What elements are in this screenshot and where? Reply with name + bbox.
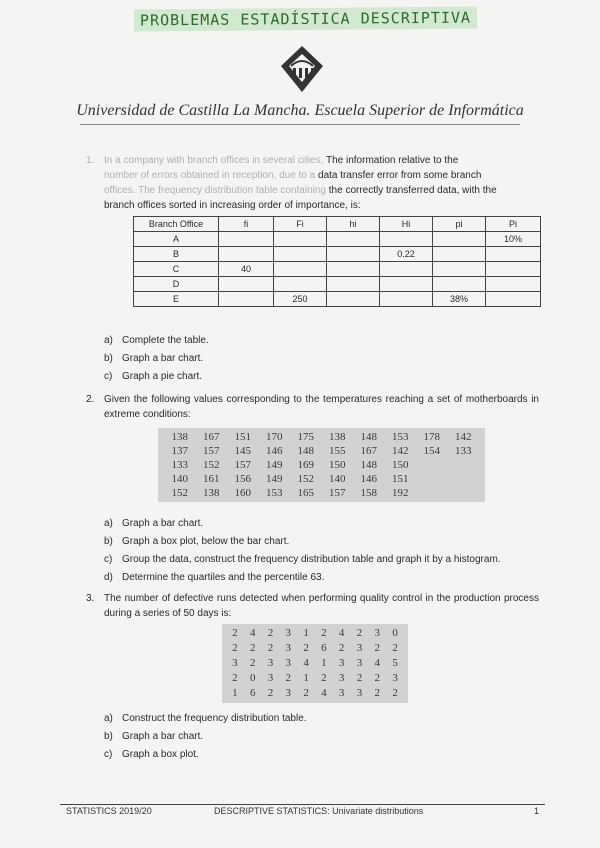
grid-row: [164, 458, 479, 472]
grid-cell: 3: [338, 657, 345, 669]
grid-cell: 138: [203, 487, 220, 499]
grid-cell: 3: [338, 672, 345, 684]
table-cell: [219, 277, 274, 292]
grid-cell: 3: [285, 687, 292, 699]
table-cell: [486, 247, 541, 262]
problem-1-line-3: offices. The frequency distribution table containing the correctly transferred data, with the: [104, 185, 497, 196]
problem-1-statement: [104, 153, 539, 213]
footer-topic: DESCRIPTIVE STATISTICS: Univariate distributions: [214, 806, 424, 816]
table-header-row: [134, 217, 541, 232]
table-cell: 10%: [486, 232, 541, 247]
grid-cell: 140: [171, 473, 188, 485]
grid-cell: 2: [392, 642, 398, 654]
grid-cell: 5: [392, 657, 398, 669]
grid-cell: 152: [171, 487, 188, 499]
grid-cell: 146: [360, 473, 377, 485]
problem-2-item-b: b) Graph a box plot, below the bar chart.: [104, 536, 290, 547]
table-cell: [380, 262, 433, 277]
grid-cell: 150: [329, 459, 346, 471]
grid-cell: 3: [392, 672, 398, 684]
grid-cell: 178: [423, 431, 440, 443]
grid-cell: 161: [203, 473, 220, 485]
table-row: [134, 247, 541, 262]
grid-cell: 3: [374, 627, 381, 639]
grid-cell: 142: [392, 445, 409, 457]
grid-cell: 3: [267, 672, 274, 684]
table-cell: [219, 232, 274, 247]
table-cell: C: [134, 262, 219, 277]
grid-cell: [448, 486, 480, 500]
grid-row: [226, 686, 404, 701]
grid-cell: 138: [329, 431, 346, 443]
table-cell: [486, 277, 541, 292]
problem-2-item-d: d) Determine the quartiles and the percentile 63.: [104, 572, 325, 583]
grid-cell: 192: [392, 487, 409, 499]
table-cell: B: [134, 247, 219, 262]
table-cell: [380, 277, 433, 292]
grid-cell: 6: [321, 642, 327, 654]
grid-cell: 148: [360, 431, 377, 443]
grid-cell: 151: [234, 431, 251, 443]
problem-1-item-c: c) Graph a pie chart.: [104, 371, 203, 382]
table-cell: [433, 247, 486, 262]
problem-3-item-a: a) Construct the frequency distribution table.: [104, 713, 307, 724]
table-cell: [380, 232, 433, 247]
grid-cell: 4: [338, 627, 345, 639]
grid-cell: 140: [329, 473, 346, 485]
frequency-table: [133, 216, 541, 307]
grid-cell: 142: [455, 431, 472, 443]
table-cell: A: [134, 232, 219, 247]
grid-cell: 2: [321, 672, 327, 684]
grid-cell: 3: [285, 642, 292, 654]
grid-cell: 170: [266, 431, 283, 443]
grid-cell: 3: [356, 642, 363, 654]
problem-1-line-1: In a company with branch offices in several cities, The information relative to the: [104, 155, 459, 166]
grid-cell: 133: [455, 445, 472, 457]
grid-cell: 0: [392, 627, 398, 639]
grid-cell: 2: [303, 642, 309, 654]
grid-cell: 154: [423, 445, 440, 457]
table-cell: 0.22: [380, 247, 433, 262]
grid-cell: [416, 486, 448, 500]
table-cell: [219, 247, 274, 262]
table-header-cell: hi: [327, 217, 380, 232]
grid-cell: 167: [203, 431, 220, 443]
grid-cell: 165: [297, 487, 314, 499]
grid-cell: [448, 472, 480, 486]
grid-cell: 6: [249, 687, 256, 699]
grid-cell: 1: [303, 672, 309, 684]
grid-row: [226, 641, 404, 656]
table-header-cell: fi: [219, 217, 274, 232]
grid-cell: 2: [267, 642, 274, 654]
table-cell: 250: [274, 292, 327, 307]
table-cell: [486, 292, 541, 307]
grid-row: [164, 444, 479, 458]
grid-cell: 2: [249, 642, 256, 654]
grid-cell: 0: [249, 672, 256, 684]
grid-cell: 153: [392, 431, 409, 443]
table-cell: [327, 277, 380, 292]
grid-cell: 157: [329, 487, 346, 499]
grid-cell: 153: [266, 487, 283, 499]
grid-cell: 4: [374, 657, 381, 669]
table-cell: [327, 247, 380, 262]
grid-cell: 175: [297, 431, 314, 443]
grid-cell: 2: [267, 687, 274, 699]
table-cell: [274, 247, 327, 262]
grid-cell: 2: [303, 687, 309, 699]
grid-cell: 4: [321, 687, 327, 699]
table-header-cell: Branch Office: [134, 217, 219, 232]
problem-2-item-c: c) Group the data, construct the frequency distribution table and graph it by a histogram.: [104, 554, 501, 565]
grid-cell: 137: [171, 445, 188, 457]
table-header-cell: Fi: [274, 217, 327, 232]
handwritten-title: PROBLEMAS ESTADÍSTICA DESCRIPTIVA: [134, 7, 477, 32]
grid-cell: 2: [356, 672, 363, 684]
problem-1-item-a: a) Complete the table.: [104, 335, 209, 346]
table-cell: [433, 277, 486, 292]
problem-1-line-4: branch offices sorted in increasing order of importance, is:: [104, 200, 361, 211]
table-header-cell: Pi: [486, 217, 541, 232]
grid-row: [164, 430, 479, 444]
grid-cell: 2: [356, 627, 363, 639]
problem-1-number: 1.: [86, 155, 95, 166]
problem-2-item-a: a) Graph a bar chart.: [104, 518, 204, 529]
table-cell: 38%: [433, 292, 486, 307]
grid-cell: 149: [266, 459, 283, 471]
temperature-data-grid: [158, 428, 485, 502]
table-cell: [327, 232, 380, 247]
grid-cell: 133: [171, 459, 188, 471]
grid-cell: 149: [266, 473, 283, 485]
table-row: [134, 232, 541, 247]
grid-cell: [416, 458, 448, 472]
table-cell: E: [134, 292, 219, 307]
grid-cell: 152: [297, 473, 314, 485]
problem-3-item-c: c) Graph a box plot.: [104, 749, 199, 760]
grid-row: [226, 656, 404, 671]
grid-cell: 169: [297, 459, 314, 471]
grid-row: [226, 671, 404, 686]
defects-data-grid: [222, 624, 408, 703]
table-cell: [274, 232, 327, 247]
table-row: [134, 292, 541, 307]
table-row: [134, 262, 541, 277]
header-divider: [80, 124, 520, 125]
grid-cell: 3: [356, 687, 363, 699]
problem-2-statement: Given the following values corresponding to the temperatures reaching a set of motherboards in extreme conditions:: [104, 394, 539, 420]
grid-cell: 2: [285, 672, 292, 684]
table-cell: [274, 262, 327, 277]
table-row: [134, 277, 541, 292]
table-cell: [433, 232, 486, 247]
grid-cell: 2: [321, 627, 327, 639]
problem-1-item-b: b) Graph a bar chart.: [104, 353, 204, 364]
table-cell: [327, 262, 380, 277]
grid-cell: 150: [392, 459, 409, 471]
grid-cell: 138: [171, 431, 188, 443]
grid-cell: 1: [232, 687, 238, 699]
problem-2-number: 2.: [86, 394, 95, 405]
grid-cell: 2: [374, 687, 381, 699]
grid-cell: 2: [232, 642, 238, 654]
grid-cell: 3: [285, 627, 292, 639]
problem-3-number: 3.: [86, 593, 95, 604]
grid-cell: 2: [338, 642, 345, 654]
university-logo-icon: [279, 44, 325, 94]
grid-cell: 151: [392, 473, 409, 485]
grid-cell: 4: [249, 627, 256, 639]
grid-cell: 152: [203, 459, 220, 471]
grid-cell: 160: [234, 487, 251, 499]
grid-cell: 2: [374, 642, 381, 654]
grid-cell: 2: [249, 657, 256, 669]
table-header-cell: Hi: [380, 217, 433, 232]
problem-1-line-2: number of errors obtained in reception, due to a data transfer error from some branch: [104, 170, 482, 181]
problem-3-item-b: b) Graph a bar chart.: [104, 731, 204, 742]
grid-cell: 3: [285, 657, 292, 669]
grid-cell: 157: [203, 445, 220, 457]
grid-cell: 148: [297, 445, 314, 457]
grid-cell: 1: [321, 657, 327, 669]
grid-cell: 158: [360, 487, 377, 499]
table-cell: D: [134, 277, 219, 292]
footer-divider: [60, 804, 545, 805]
grid-cell: 157: [234, 459, 251, 471]
table-header-cell: pi: [433, 217, 486, 232]
problem-3-statement: The number of defective runs detected when performing quality control in the production process during a series of 50 days is:: [104, 593, 539, 619]
grid-cell: 2: [392, 687, 398, 699]
grid-cell: [448, 458, 480, 472]
table-cell: [380, 292, 433, 307]
table-cell: [433, 262, 486, 277]
grid-cell: 3: [232, 657, 238, 669]
grid-cell: 3: [356, 657, 363, 669]
grid-cell: 148: [360, 459, 377, 471]
grid-cell: 167: [360, 445, 377, 457]
table-cell: 40: [219, 262, 274, 277]
university-name: Universidad de Castilla La Mancha. Escuela Superior de Informática: [76, 102, 524, 119]
grid-cell: 155: [329, 445, 346, 457]
grid-cell: 3: [338, 687, 345, 699]
grid-cell: [416, 472, 448, 486]
grid-row: [164, 486, 479, 500]
grid-cell: 156: [234, 473, 251, 485]
table-cell: [327, 292, 380, 307]
table-cell: [219, 292, 274, 307]
grid-cell: 145: [234, 445, 251, 457]
table-cell: [274, 277, 327, 292]
grid-cell: 1: [303, 627, 309, 639]
grid-cell: 146: [266, 445, 283, 457]
grid-cell: 3: [267, 657, 274, 669]
footer-course: STATISTICS 2019/20: [66, 806, 152, 816]
table-cell: [486, 262, 541, 277]
grid-cell: 2: [232, 627, 238, 639]
grid-row: [164, 472, 479, 486]
grid-row: [226, 626, 404, 641]
grid-cell: 2: [374, 672, 381, 684]
grid-cell: 4: [303, 657, 309, 669]
footer-page-number: 1: [534, 806, 540, 816]
grid-cell: 2: [232, 672, 238, 684]
grid-cell: 2: [267, 627, 274, 639]
